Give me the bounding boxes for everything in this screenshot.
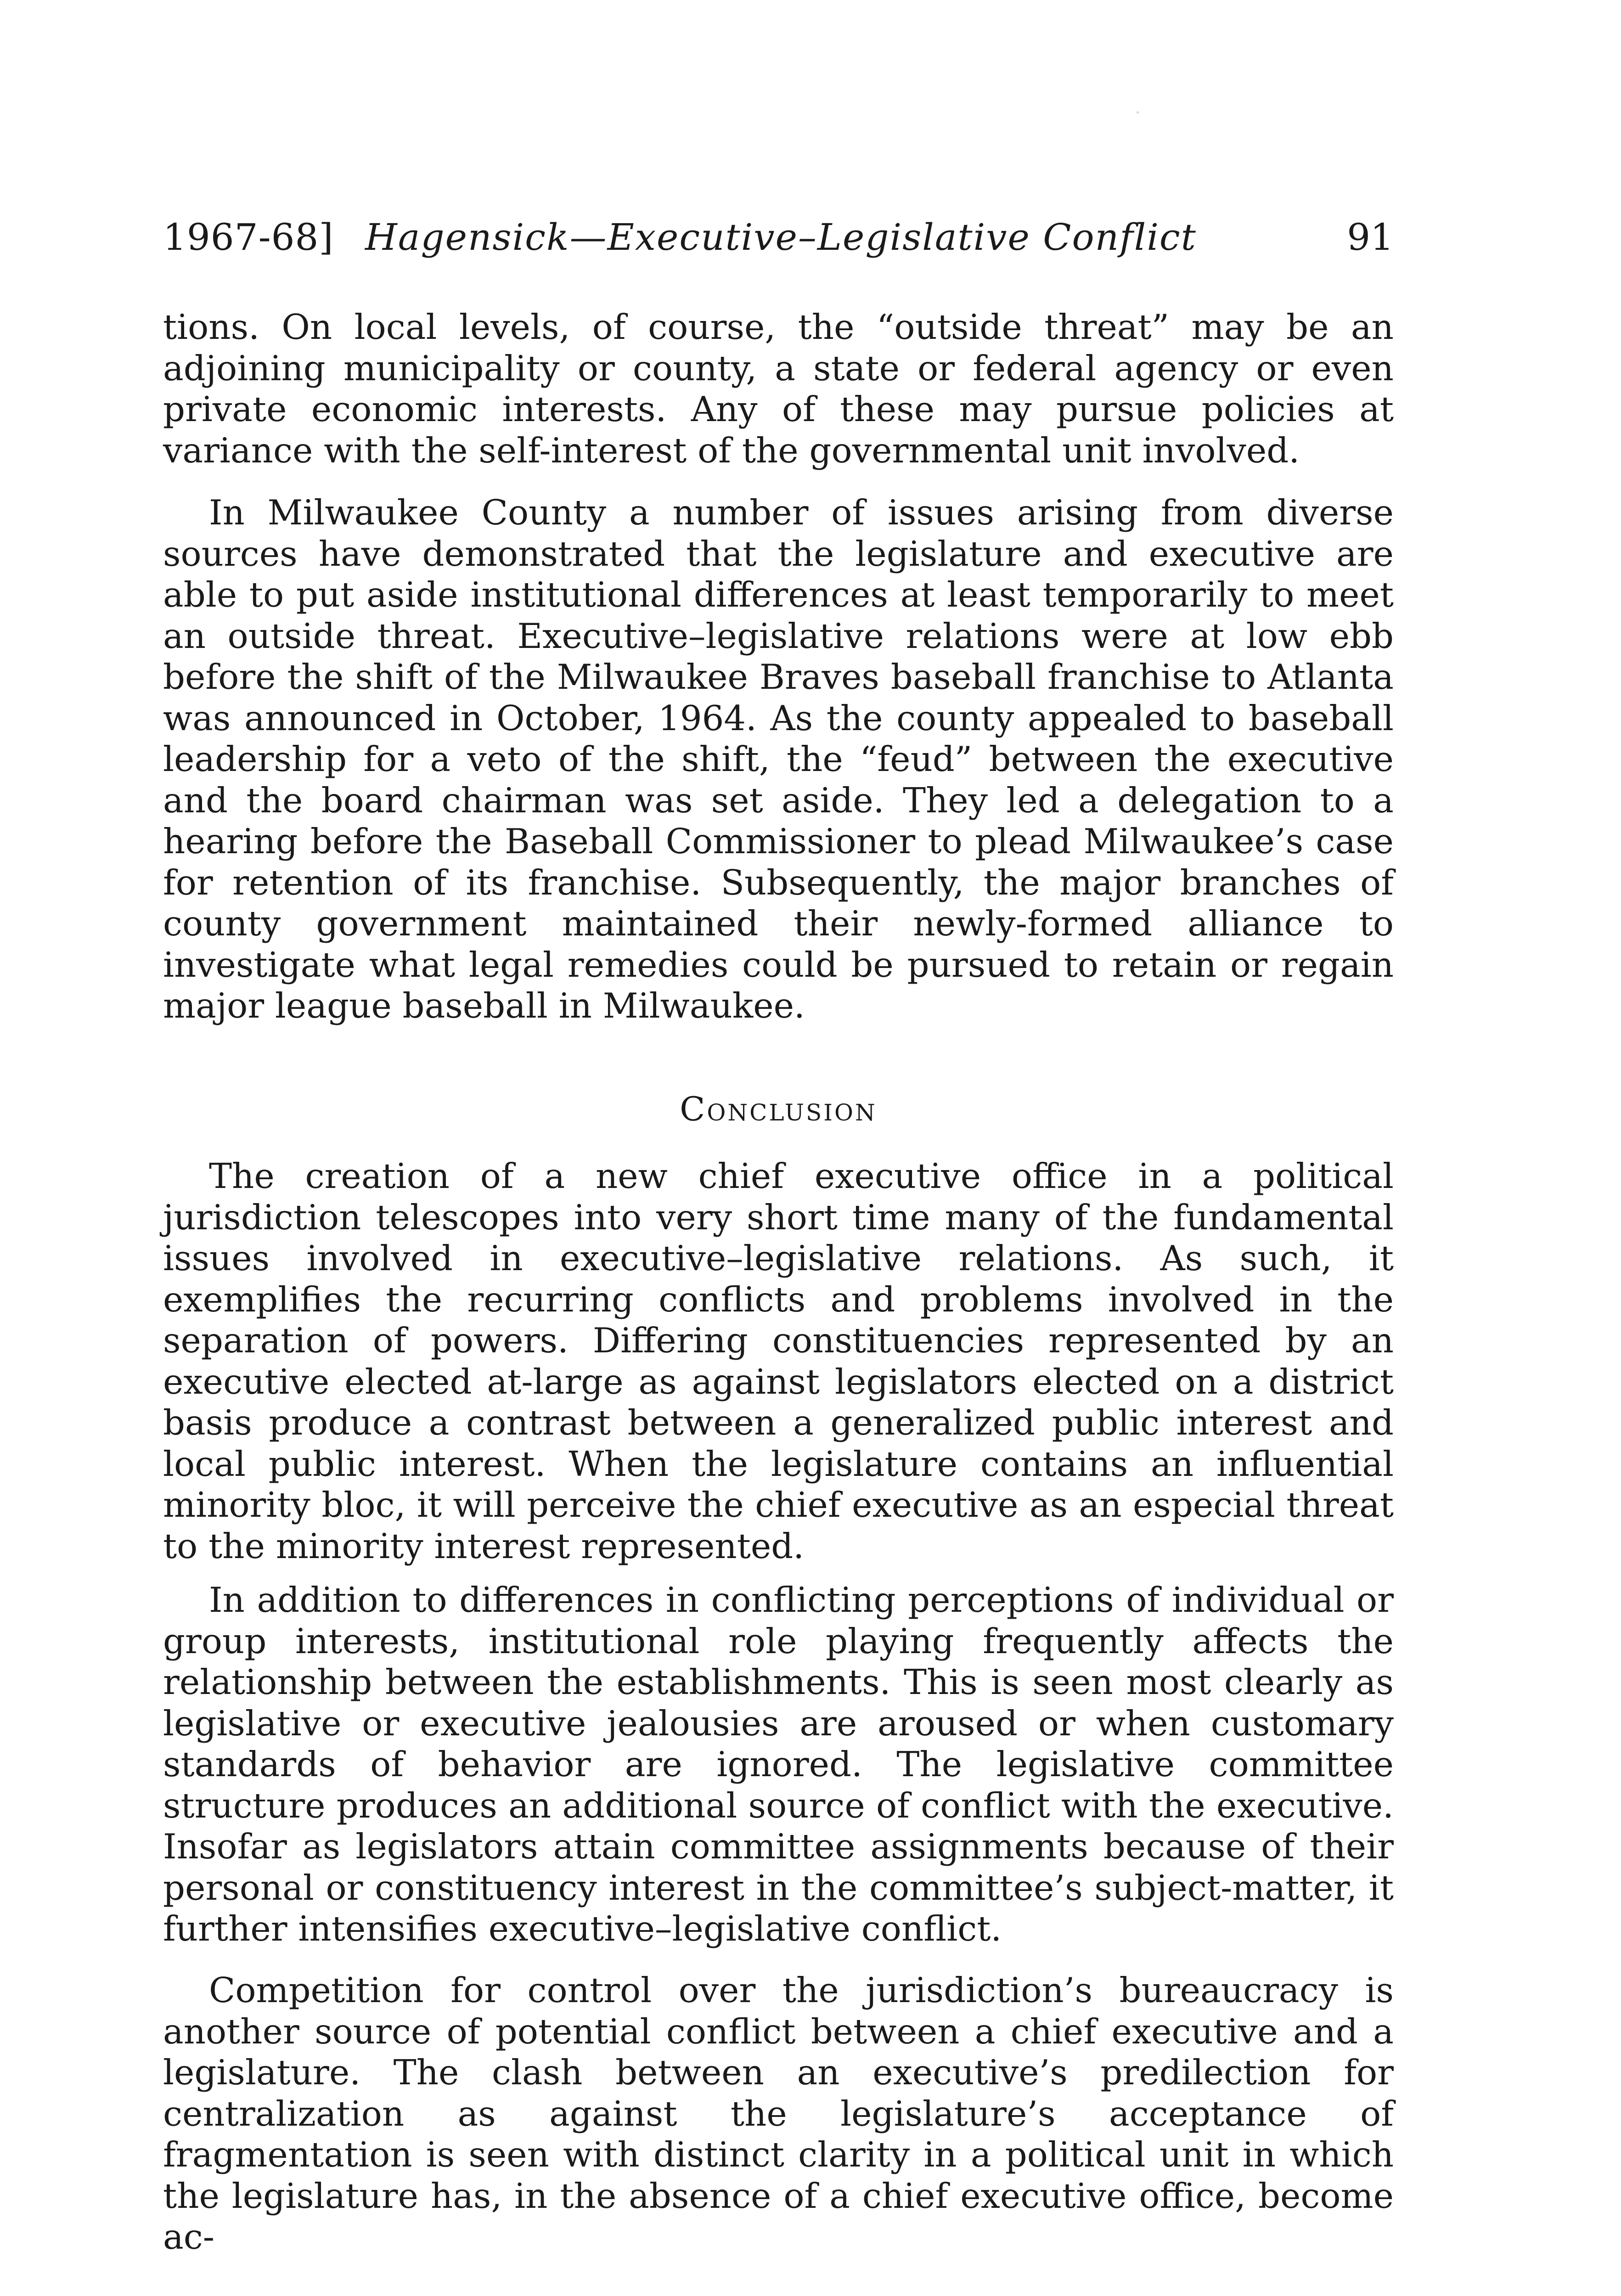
paragraph-text: In addition to differences in conflicting perceptions of individual or group interests, institutional role playing frequently affects the relationship between the establishments. This is seen most clearly as legislative or executive jealousies are aroused or when customary standards of behavior are ignored. The legislative committee structure produces an additional source of conflict with the executive. Insofar as legislators attain committee assignments because of their personal or constituency interest in the committee’s subject-matter, it further intensifies executive–legislative conflict. bbox=[163, 1580, 1394, 1949]
running-head-year: 1967-68] bbox=[163, 216, 334, 259]
paragraph bbox=[163, 492, 1394, 1027]
page-number: 91 bbox=[1347, 216, 1394, 259]
paragraph-text: The creation of a new chief executive office in a political jurisdiction telescopes into very short time many of the fundamental issues involved in executive–legislative relations. As such, it exemplifies the recurring conflicts and problems involved in the separation of powers. Differing constituencies represented by an executive elected at-large as against legislators elected on a district basis produce a contrast between a generalized public interest and local public interest. When the legislature contains an influential minority bloc, it will perceive the chief executive as an especial threat to the minority interest represented. bbox=[163, 1156, 1394, 1566]
scan-speck bbox=[1137, 111, 1139, 114]
section-heading: Conclusion bbox=[680, 1090, 877, 1128]
running-head bbox=[163, 212, 1394, 263]
paragraph-text: In Milwaukee County a number of issues arising from diverse sources have demonstrated that the legislature and executive are able to put aside institutional differences at least temporarily to meet an outside threat. Executive–legislative relations were at low ebb before the shift of the Milwaukee Braves baseball franchise to Atlanta was announced in October, 1964. As the county appealed to baseball leadership for a veto of the shift, the “feud” between the executive and the board chairman was set aside. They led a delegation to a hearing before the Baseball Commissioner to plead Milwaukee’s case for retention of its franchise. Subsequently, the major branches of county government maintained their newly-formed alliance to investigate what legal remedies could be pursued to retain or regain major league baseball in Milwaukee. bbox=[163, 492, 1394, 1026]
paragraph-text: tions. On local levels, of course, the “outside threat” may be an adjoining municipality or county, a state or federal agency or even private economic interests. Any of these may pursue policies at variance with the self-interest of the governmental unit involved. bbox=[163, 307, 1394, 471]
running-head-title: Hagensick—Executive–Legislative Conflict bbox=[365, 216, 1197, 259]
paragraph-text: Competition for control over the jurisdiction’s bureaucracy is another source of potential conflict between a chief executive and a legislature. The clash between an executive’s predilection for centralization as against the legislature’s acceptance of fragmentation is seen with distinct clarity in a political unit in which the legislature has, in the absence of a chief executive office, become ac- bbox=[163, 1970, 1394, 2257]
paragraph bbox=[163, 1970, 1394, 2258]
paragraph bbox=[163, 1580, 1394, 1950]
paragraph bbox=[163, 1156, 1394, 1567]
paragraph bbox=[163, 307, 1394, 471]
